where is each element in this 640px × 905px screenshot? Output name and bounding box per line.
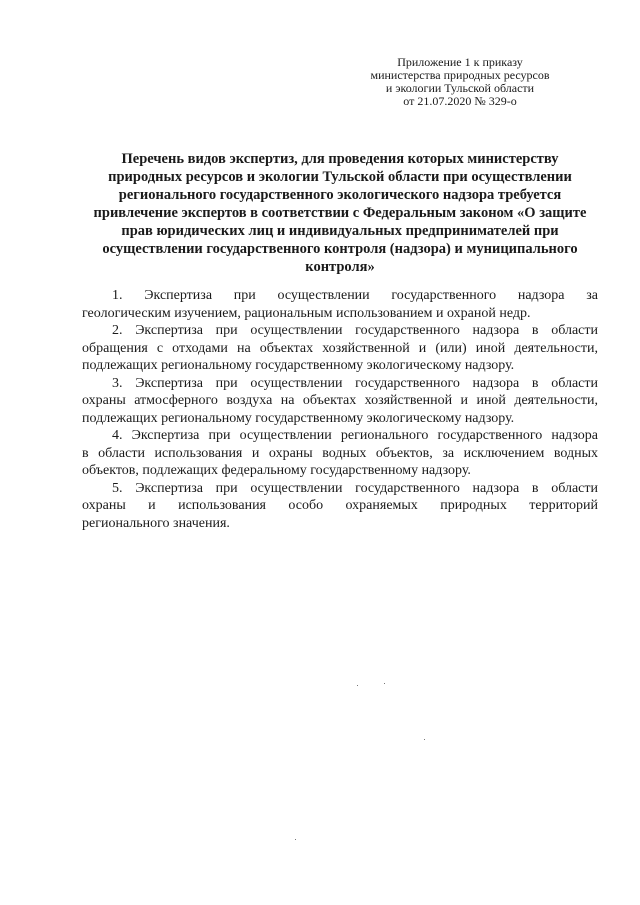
item-line: 4. Экспертиза при осуществлении регионального государственного надзора xyxy=(112,428,598,443)
item-line: охраны и использования особо охраняемых природных территорий xyxy=(82,498,598,513)
list-item-3 xyxy=(82,375,598,428)
item-line: геологическим изучением, рациональным использованием и охраной недр. xyxy=(82,305,531,321)
appendix-line: министерства природных ресурсов xyxy=(370,68,550,82)
item-line: подлежащих региональному государственному экологическому надзору. xyxy=(82,410,515,426)
item-line: регионального значения. xyxy=(82,515,230,531)
title-line: регионального государственного экологического надзора требуется xyxy=(118,187,562,203)
scan-speck xyxy=(357,685,358,686)
appendix-note xyxy=(340,56,580,108)
item-line: 2. Экспертиза при осуществлении государственного надзора в области xyxy=(112,323,598,338)
title-line: контроля» xyxy=(305,259,375,275)
title-line: привлечение экспертов в соответствии с Федеральным законом «О защите xyxy=(93,205,587,221)
list-item-2 xyxy=(82,322,598,375)
list-item-5 xyxy=(82,480,598,533)
item-line: 1. Экспертиза при осуществлении государственного надзора за xyxy=(112,288,598,303)
scan-speck xyxy=(424,739,425,740)
scan-speck xyxy=(295,839,296,840)
title-line: природных ресурсов и экологии Тульской области при осуществлении xyxy=(108,169,572,185)
title-line: Перечень видов экспертиз, для проведения которых министерству xyxy=(121,151,559,167)
item-line: обращения с отходами на объектах хозяйственной и (или) иной деятельности, xyxy=(82,340,598,356)
item-line: 3. Экспертиза при осуществлении государственного надзора в области xyxy=(112,375,598,391)
list-item-1 xyxy=(82,287,598,322)
appendix-line: от 21.07.2020 № 329-о xyxy=(403,94,517,108)
title-line: прав юридических лиц и индивидуальных предпринимателей при xyxy=(121,223,559,239)
item-line: объектов, подлежащих федеральному государственному надзору. xyxy=(82,463,471,478)
list-item-4 xyxy=(82,427,598,480)
title-line: осуществлении государственного контроля (надзора) и муниципального xyxy=(102,241,578,257)
document-title xyxy=(80,150,600,276)
appendix-line: и экологии Тульской области xyxy=(385,81,535,95)
item-line: подлежащих региональному государственному экологическому надзору. xyxy=(82,358,515,373)
item-line: охраны атмосферного воздуха на объектах хозяйственной и иной деятельности, xyxy=(82,393,598,408)
scan-speck xyxy=(384,683,385,684)
item-line: в области использования и охраны водных объектов, за исключением водных xyxy=(82,445,598,461)
appendix-line: Приложение 1 к приказу xyxy=(397,55,523,69)
expertise-list xyxy=(82,287,598,532)
item-line: 5. Экспертиза при осуществлении государственного надзора в области xyxy=(112,480,598,496)
